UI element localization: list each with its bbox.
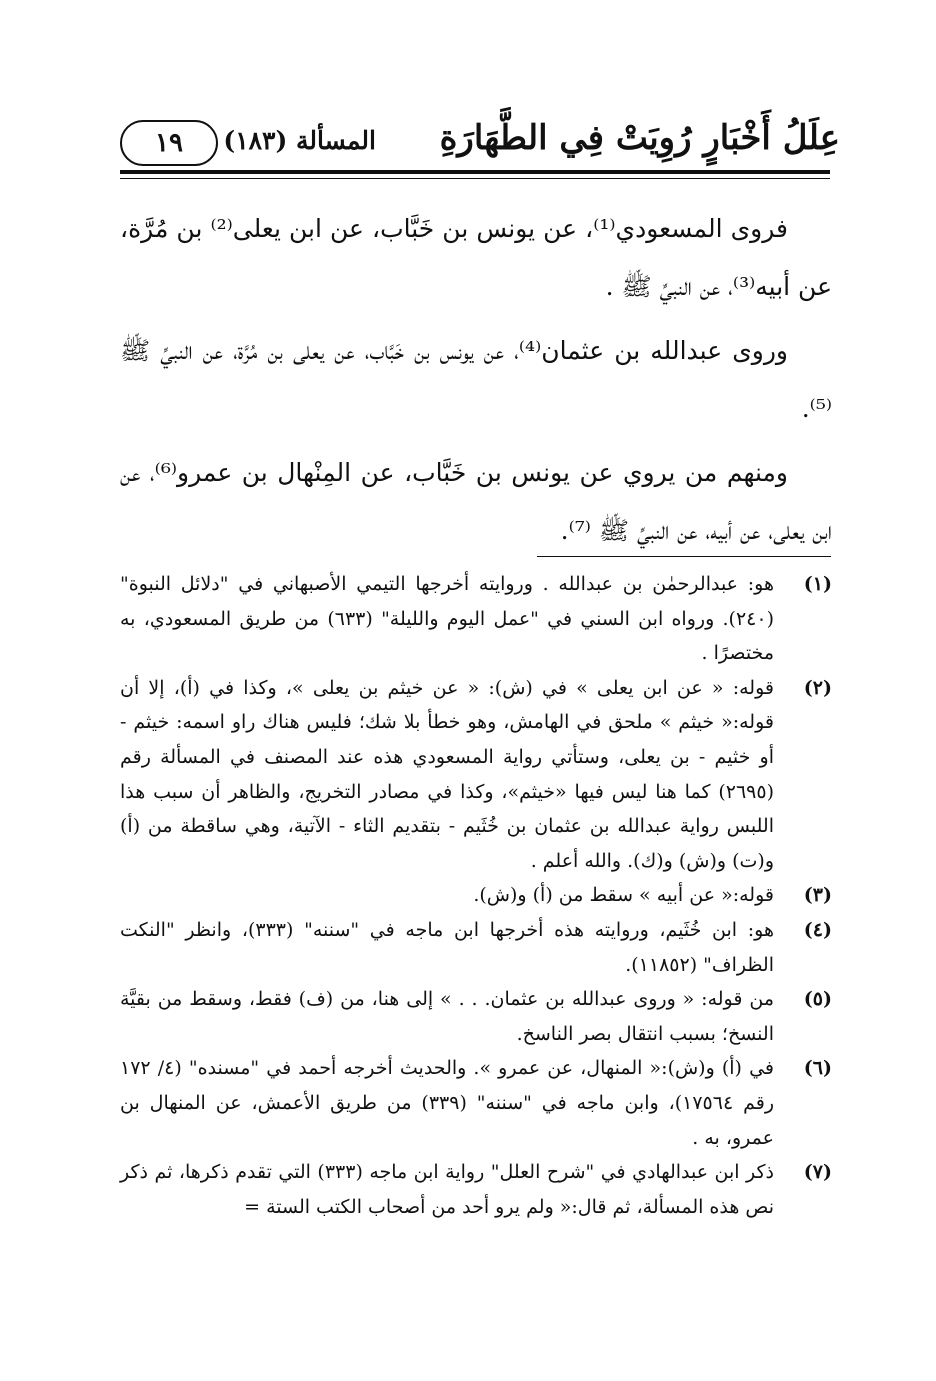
- footnote-text: قوله:« عن أبيه » سقط من (أ) و(ش).: [473, 884, 774, 907]
- footnote: [120, 1051, 832, 1155]
- paragraph: فروى المسعودي⁽¹⁾، عن يونس بن خَبَّاب، عن ابن يعلى⁽²⁾ بن مُرَّة، عن أبيه⁽³⁾، عن النبيِّ ﷺ .: [120, 214, 832, 301]
- footnotes: [120, 567, 832, 1224]
- footnote-separator: [537, 556, 831, 557]
- footnote: [120, 1155, 832, 1224]
- footnote-number: (١): [803, 573, 832, 595]
- header-rule-thick: [120, 170, 830, 174]
- footnote: [120, 671, 832, 879]
- footnote-number: (٣): [803, 884, 832, 907]
- header-rule-thin: [120, 178, 830, 179]
- page-number: ١٩: [155, 128, 183, 158]
- footnote-number: (٥): [803, 988, 832, 1011]
- footnote: [120, 913, 832, 982]
- running-head-book-title: عِلَلُ أَخْبَارٍ رُوِيَتْ فِي الطَّهَارَةِ: [439, 118, 840, 158]
- footnote-number: (٦): [803, 1057, 832, 1080]
- footnote: [120, 878, 832, 913]
- footnote-number: (٧): [803, 1161, 832, 1184]
- footnote-number: (٢): [803, 676, 832, 699]
- footnote-text: هو: عبدالرحمٰن بن عبدالله . وروايته أخرجها التيمي الأصبهاني في "دلائل النبوة" (٢٤٠). ورواه ابن السني في "عمل اليوم والليلة" (٦٣٣) من طريق المسعودي، به مختصرًا .: [120, 573, 774, 665]
- running-head-issue: المسألة (١٨٣): [223, 126, 376, 155]
- footnote-text: في (أ) و(ش):« المنهال، عن عمرو ». والحديث أخرجه أحمد في "مسنده" (٤/ ١٧٢ رقم ١٧٥٦٤)، وابن ماجه في "سننه" (٣٣٩) من طريق الأعمش، عن المنهال بن عمرو، به .: [120, 1057, 775, 1149]
- footnote-text: قوله: « عن ابن يعلى » في (ش): « عن خيثم بن يعلى »، وكذا في (أ)، إلا أن قوله:« خيثم » ملحق في الهامش، وهو خطأ بلا شك؛ فليس هناك راو اسمه: خيثم - أو خثيم - بن يعلى، وستأتي رواية المسعودي هذه عند المصنف في المسألة رقم (٢٦٩٥) كما هنا ليس فيها «خيثم»، وكذا في مصادر التخريج، والظاهر أن سبب هذا اللبس رواية عبدالله بن عثمان بن خُثَيم - بتقديم الثاء - الآتية، وهي ساقطة من (أ) و(ت) و(ش) و(ك). والله أعلم .: [120, 676, 774, 872]
- footnote-number: (٤): [803, 918, 832, 941]
- paragraph: ومنهم من يروي عن يونس بن خَبَّاب، عن المِنْهال بن عمرو⁽⁶⁾، عن ابن يعلى، عن أبيه، عن النبيِّ ﷺ ⁽⁷⁾.: [120, 458, 832, 545]
- footnote-text: هو: ابن خُثَيم، وروايته هذه أخرجها ابن ماجه في "سننه" (٣٣٣)، وانظر "النكت الظراف" (١١٨٥٢).: [120, 918, 774, 976]
- page-number-badge: [120, 120, 218, 166]
- paragraph: وروى عبدالله بن عثمان⁽⁴⁾، عن يونس بن خَبَّاب، عن يعلى بن مُرَّة، عن النبيِّ ﷺ ⁽⁵⁾.: [120, 336, 832, 423]
- main-text: [120, 200, 832, 566]
- footnote-text: ذكر ابن عبدالهادي في "شرح العلل" رواية ابن ماجه (٣٣٣) التي تقدم ذكرها، ثم ذكر نص هذه المسألة، ثم قال:« ولم يرو أحد من أصحاب الكتب الستة =: [120, 1161, 774, 1218]
- footnote: [120, 567, 832, 671]
- footnote: [120, 982, 832, 1051]
- footnote-text: من قوله: « وروى عبدالله بن عثمان. . . » إلى هنا، من (ف) فقط، وسقط من بقيَّة النسخ؛ بسبب انتقال بصر الناسخ.: [120, 988, 774, 1045]
